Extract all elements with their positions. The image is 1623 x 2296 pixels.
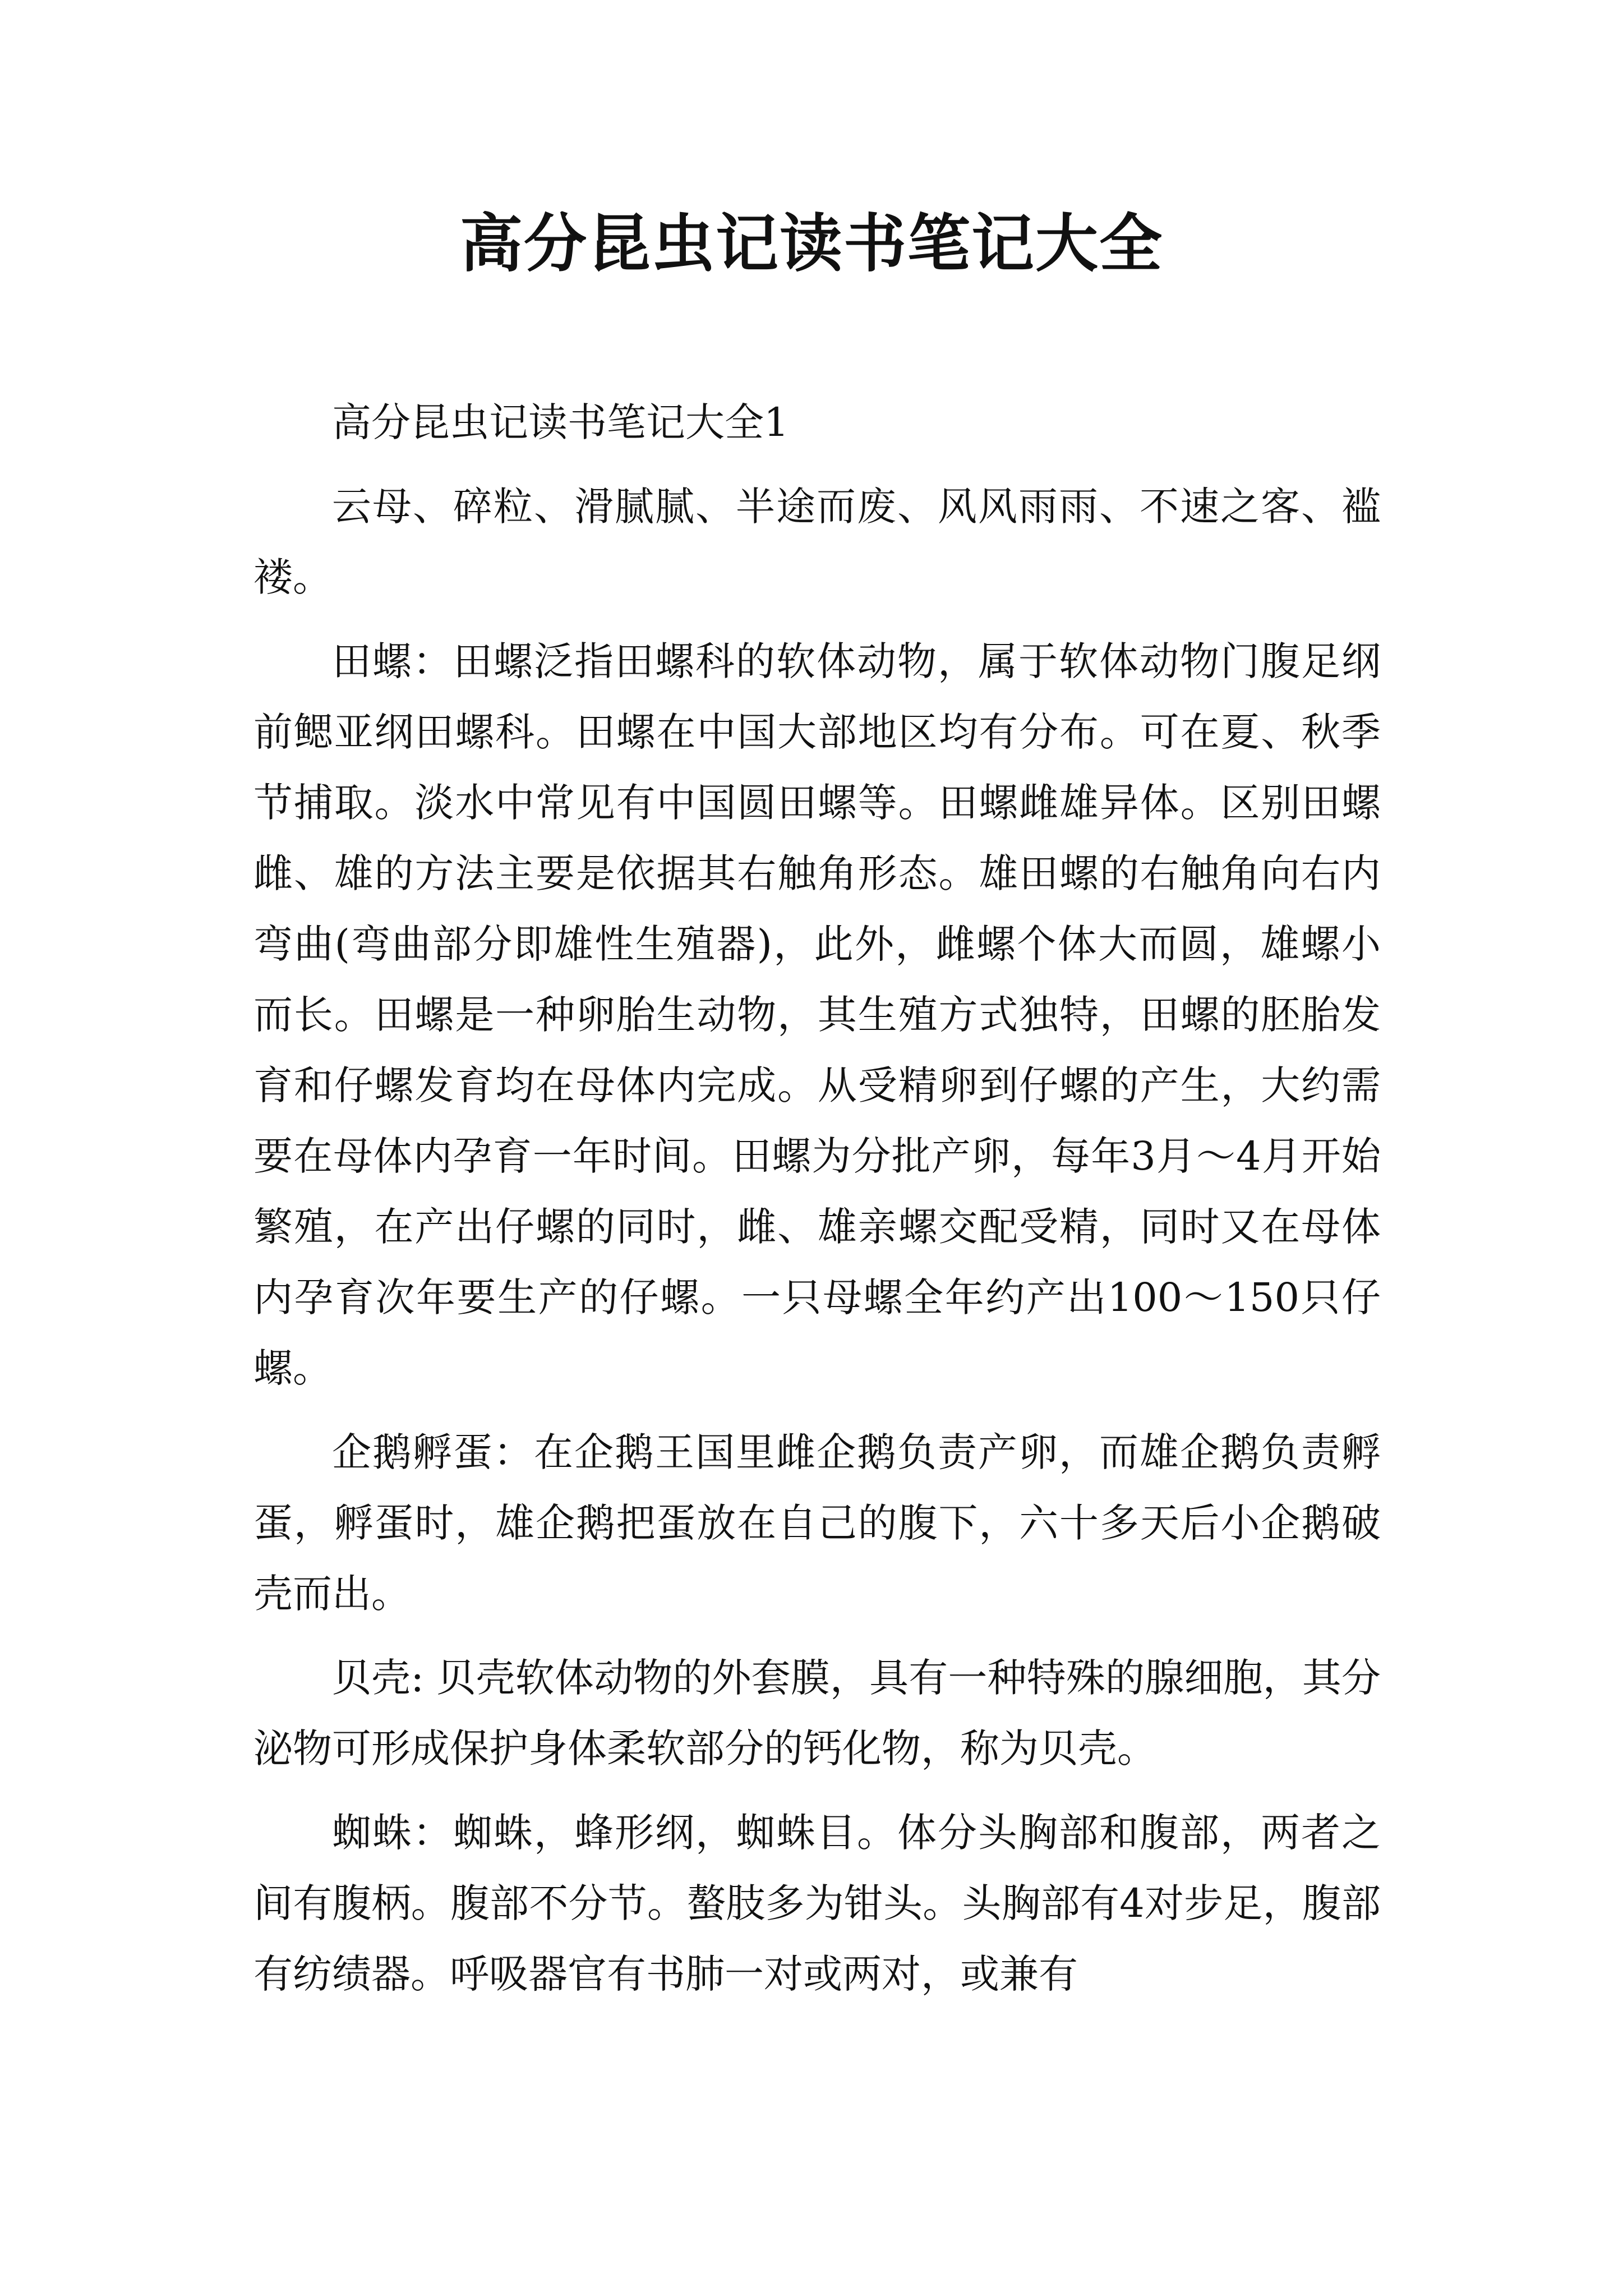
spider-paragraph: 蜘蛛：蜘蛛，蜂形纲，蜘蛛目。体分头胸部和腹部，两者之间有腹柄。腹部不分节。螯肢多为钳头。头胸部有4对步足，腹部有纺绩器。呼吸器官有书肺一对或两对，或兼有 — [253, 1810, 1381, 1997]
snail-paragraph: 田螺：田螺泛指田螺科的软体动物，属于软体动物门腹足纲前鳃亚纲田螺科。田螺在中国大部地区均有分布。可在夏、秋季节捕取。淡水中常见有中国圆田螺等。田螺雌雄异体。区别田螺雌、雄的方法主要是依据其右触角形态。雄田螺的右触角向右内弯曲(弯曲部分即雄性生殖器)，此外，雌螺个体大而圆，雄螺小而长。田螺是一种卵胎生动物，其生殖方式独特，田螺的胚胎发育和仔螺发育均在母体内完成。从受精卵到仔螺的产生，大约需要在母体内孕育一年时间。田螺为分批产卵，每年3月～4月开始繁殖，在产出仔螺的同时，雌、雄亲螺交配受精，同时又在母体内孕育次年要生产的仔螺。一只母螺全年约产出100～150只仔螺。 — [253, 638, 1381, 1391]
document-title: 高分昆虫记读书笔记大全 — [460, 207, 1163, 280]
shell-paragraph: 贝壳: 贝壳软体动物的外套膜，具有一种特殊的腺细胞，其分泌物可形成保护身体柔软部分的钙化物，称为贝壳。 — [253, 1655, 1381, 1772]
penguin-paragraph: 企鹅孵蛋：在企鹅王国里雌企鹅负责产卵，而雄企鹅负责孵蛋，孵蛋时，雄企鹅把蛋放在自己的腹下，六十多天后小企鹅破壳而出。 — [253, 1429, 1381, 1617]
vocabulary-paragraph: 云母、碎粒、滑腻腻、半途而废、风风雨雨、不速之客、褴褛。 — [253, 484, 1381, 600]
document-body — [253, 387, 1381, 2009]
heading-paragraph: 高分昆虫记读书笔记大全1 — [332, 399, 789, 445]
